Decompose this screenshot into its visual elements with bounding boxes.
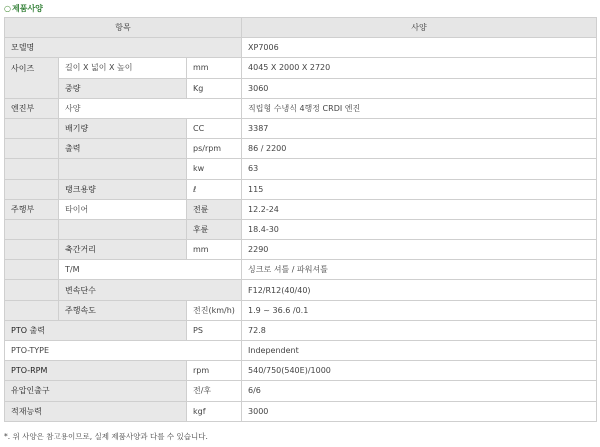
table-row [5, 300, 597, 320]
output-value-kw: 63 [242, 159, 597, 179]
hydraulic-value: 6/6 [242, 381, 597, 401]
dims-label: 길이 X 넓이 X 높이 [59, 58, 187, 78]
weight-unit: Kg [187, 78, 242, 98]
table-row [5, 361, 597, 381]
pto-rpm-unit: rpm [187, 361, 242, 381]
hydraulic-label: 유압인출구 [5, 381, 187, 401]
displacement-unit: CC [187, 118, 242, 138]
table-row [5, 199, 597, 219]
output-unit-ps: ps/rpm [187, 139, 242, 159]
model-label: 모델명 [5, 38, 242, 58]
hydraulic-unit: 전/후 [187, 381, 242, 401]
tire-rear-label: 후륜 [187, 219, 242, 239]
displacement-value: 3387 [242, 118, 597, 138]
dims-unit: mm [187, 58, 242, 78]
table-row [5, 280, 597, 300]
pto-output-value: 72.8 [242, 320, 597, 340]
empty-cell [5, 179, 59, 199]
output-label: 출력 [59, 139, 187, 159]
header-item: 항목 [5, 18, 242, 38]
lift-value: 3000 [242, 401, 597, 421]
engine-spec-label: 사양 [59, 98, 242, 118]
drive-label: 주행부 [5, 199, 59, 219]
engine-spec-value: 직립형 수냉식 4행정 CRDI 엔진 [242, 98, 597, 118]
wheelbase-label: 축간거리 [59, 240, 187, 260]
pto-rpm-value: 540/750(540E)/1000 [242, 361, 597, 381]
pto-type-label: PTO-TYPE [5, 341, 242, 361]
output-unit-kw: kw [187, 159, 242, 179]
empty-cell [5, 240, 59, 260]
tire-front-value: 12.2-24 [242, 199, 597, 219]
empty-cell [5, 260, 59, 280]
empty-cell [5, 300, 59, 320]
displacement-label: 배기량 [59, 118, 187, 138]
model-value: XP7006 [242, 38, 597, 58]
size-label: 사이즈 [5, 58, 59, 98]
footnote: *. 위 사양은 참고용이므로, 실제 제품사양과 다를 수 있습니다. [4, 432, 208, 441]
table-row [5, 401, 597, 421]
table-row [5, 341, 597, 361]
lift-label: 적재능력 [5, 401, 187, 421]
section-title-text: 제품사양 [11, 4, 43, 13]
weight-label: 중량 [59, 78, 187, 98]
tire-rear-value: 18.4-30 [242, 219, 597, 239]
tank-unit: ℓ [187, 179, 242, 199]
tank-value: 115 [242, 179, 597, 199]
table-row [5, 38, 597, 58]
lift-unit: kgf [187, 401, 242, 421]
table-row [5, 58, 597, 78]
table-row [5, 240, 597, 260]
table-row [5, 118, 597, 138]
gears-label: 변속단수 [59, 280, 242, 300]
tm-label: T/M [59, 260, 242, 280]
table-row [5, 260, 597, 280]
empty-cell [5, 118, 59, 138]
table-row [5, 320, 597, 340]
output-value-ps: 86 / 2200 [242, 139, 597, 159]
empty-cell [5, 219, 59, 239]
table-row [5, 179, 597, 199]
pto-rpm-label: PTO-RPM [5, 361, 187, 381]
table-row [5, 219, 597, 239]
dims-value: 4045 X 2000 X 2720 [242, 58, 597, 78]
bullet-icon: ○ [4, 4, 11, 13]
empty-cell [5, 159, 59, 179]
table-row [5, 381, 597, 401]
empty-cell [5, 280, 59, 300]
empty-cell [5, 139, 59, 159]
gears-value: F12/R12(40/40) [242, 280, 597, 300]
empty-cell [59, 219, 187, 239]
tm-value: 싱크로 셔틀 / 파워셔틀 [242, 260, 597, 280]
spec-table [4, 17, 597, 422]
pto-output-unit: PS [187, 320, 242, 340]
table-row [5, 139, 597, 159]
section-title [4, 3, 43, 15]
table-row [5, 159, 597, 179]
table-row [5, 78, 597, 98]
weight-value: 3060 [242, 78, 597, 98]
engine-label: 엔진부 [5, 98, 59, 118]
table-header-row [5, 18, 597, 38]
speed-value: 1.9 ~ 36.6 /0.1 [242, 300, 597, 320]
header-spec: 사양 [242, 18, 597, 38]
pto-output-label: PTO 출력 [5, 320, 187, 340]
wheelbase-unit: mm [187, 240, 242, 260]
speed-unit: 전진(km/h) [187, 300, 242, 320]
pto-type-value: Independent [242, 341, 597, 361]
speed-label: 주행속도 [59, 300, 187, 320]
tank-label: 탱크용량 [59, 179, 187, 199]
wheelbase-value: 2290 [242, 240, 597, 260]
empty-cell [59, 159, 187, 179]
tire-label: 타이어 [59, 199, 187, 219]
tire-front-label: 전륜 [187, 199, 242, 219]
table-row [5, 98, 597, 118]
